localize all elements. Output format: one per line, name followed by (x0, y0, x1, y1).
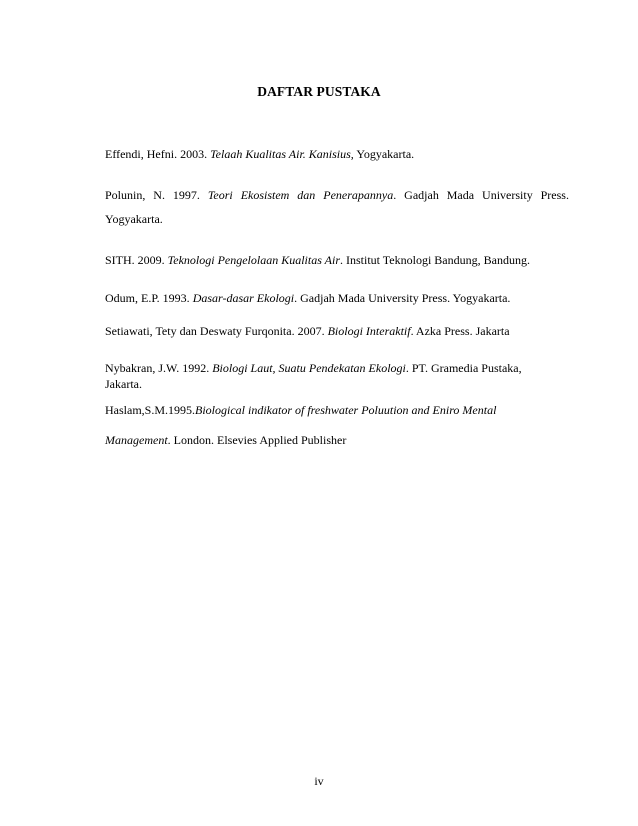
reference-line: Yogyakarta. (105, 212, 163, 226)
reference-text: . Gadjah Mada University Press. Yogyakarta. (294, 291, 511, 305)
reference-title: Management (105, 433, 168, 447)
reference-entry (105, 402, 569, 448)
reference-entry (105, 252, 569, 268)
reference-text: SITH. 2009. (105, 253, 168, 267)
reference-text: Nybakran, J.W. 1992. (105, 361, 213, 375)
reference-line (105, 402, 569, 418)
reference-text: Polunin, N. 1997. (105, 188, 208, 202)
reference-entry (105, 146, 569, 162)
reference-title: Telaah Kualitas Air. Kanisius, (210, 147, 354, 161)
reference-text: Effendi, Hefni. 2003. (105, 147, 211, 161)
reference-entry (105, 360, 569, 392)
reference-line (105, 187, 569, 203)
reference-text: . Institut Teknologi Bandung, Bandung. (340, 253, 530, 267)
reference-title: Biologi Laut, Suatu Pendekatan Ekologi (212, 361, 406, 375)
reference-line (105, 432, 569, 448)
reference-title: Dasar-dasar Ekologi (192, 291, 295, 305)
page-title: DAFTAR PUSTAKA (257, 84, 381, 99)
reference-text: Yogyakarta. (353, 147, 415, 161)
reference-line: Jakarta. (105, 377, 142, 391)
reference-line (105, 360, 569, 376)
reference-text: . Azka Press. Jakarta (410, 324, 510, 338)
reference-text: . London. Elsevies Applied Publisher (167, 433, 347, 447)
reference-text: . PT. Gramedia Pustaka, (405, 361, 522, 375)
reference-text: . Gadjah Mada University Press. (393, 188, 569, 202)
reference-text: Odum, E.P. 1993. (105, 291, 193, 305)
page-number: iv (314, 774, 324, 788)
reference-entry (105, 187, 569, 227)
reference-title: Teori Ekosistem dan Penerapannya (207, 188, 394, 202)
reference-text: Haslam,S.M.1995. (105, 403, 195, 417)
reference-title: Biologi Interaktif (327, 324, 411, 338)
reference-entry (105, 323, 569, 339)
reference-entry (105, 290, 569, 306)
reference-text: Setiawati, Tety dan Deswaty Furqonita. 2007. (105, 324, 328, 338)
reference-title: Biological indikator of freshwater Poluution and Eniro Mental (195, 403, 497, 417)
reference-title: Teknologi Pengelolaan Kualitas Air (167, 253, 341, 267)
